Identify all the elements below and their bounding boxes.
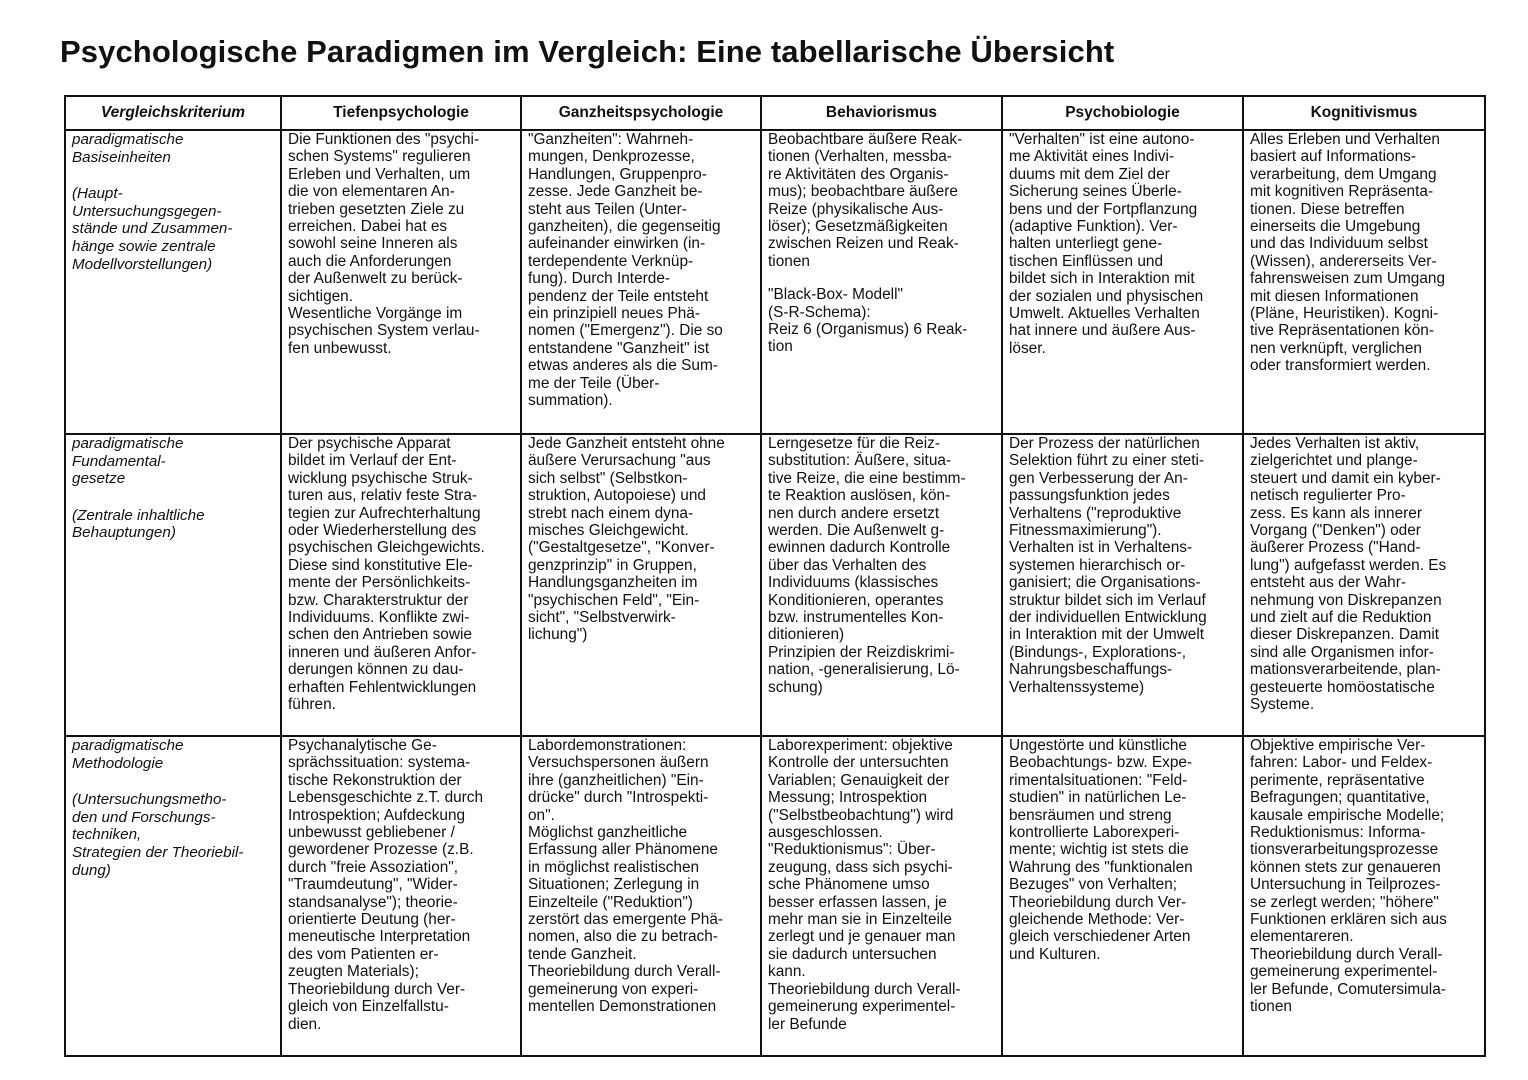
cell-text: "Ganzheiten": Wahrneh- mungen, Denkprozesse, Handlungen, Gruppenpro- zesse. Jede Ganzheit be- steht aus Teilen (Unter- ganzheiten), die gegenseitig aufeinander einwirken (in- terdependente Verknüp- fung). Durch Interde- pendenz der Teile entsteht ein prinzipiell neues Phä- nomen ("Emergenz"). Die so entstandene "Ganzheit" ist etwas anderes als die Sum- me der Teile (Über- summation). (528, 131, 723, 410)
cell-psychobiologie (1002, 736, 1243, 1056)
cell-kognitivismus (1243, 434, 1485, 736)
cell-ganzheitspsychologie (521, 434, 761, 736)
criterion-description: (Zentrale inhaltliche Behauptungen) (72, 506, 205, 542)
cell-text: Jedes Verhalten ist aktiv, zielgerichtet und plange- steuert und damit ein kyber- netisch regulierter Pro- zess. Es kann als innerer Vorgang ("Denken") oder äußerer Prozess ("Hand- lung") aufgefasst werden. Es entsteht aus der Wahr- nehmung von Diskrepanzen und zielt auf die Reduktion dieser Diskrepanzen. Damit sind alle Organismen infor- mationsverarbeitende, plan- gesteuerte homöostatische Systeme. (1250, 435, 1447, 714)
cell-text: Psychanalytische Ge- sprächssituation: systema- tische Rekonstruktion der Lebensgeschichte z.T. durch Introspektion; Aufdeckung unbewusst gebliebener / gewordener Prozesse (z.B. durch "freie Assoziation", "Traumdeutung", "Wider- standsanalyse"); theorie- orientierte Deutung (her- meneutische Interpretation des vom Patienten er- zeugten Materials); Theoriebildung durch Ver- gleich von Einzelfallstu- dien. (288, 737, 484, 1033)
cell-text: Ungestörte und künstliche Beobachtungs- bzw. Expe- rimentalsituationen: "Feld- studien" in natürlichen Le- bensräumen und streng kontrollierte Laborexperi- mente; wichtig ist stets die Wahrung des "funktionalen Bezuges" von Verhalten; Theoriebildung durch Ver- gleichende Methode: Ver- gleich verschiedener Arten und Kulturen. (1009, 737, 1193, 963)
cell-text: Alles Erleben und Verhalten basiert auf Informations- verarbeitung, dem Umgang mit kognitiven Repräsenta- tionen. Diese betreffen einerseits die Umgebung und das Individuum selbst (Wissen), andererseits Ver- fahrensweisen zum Umgang mit diesen Informationen (Pläne, Heuristiken). Kogni- tive Repräsentationen kön- nen verknüpft, verglichen oder transformiert werden. (1250, 131, 1446, 375)
criterion-cell (65, 130, 281, 434)
header-behaviorismus: Behaviorismus (761, 96, 1002, 130)
criterion-label: paradigmatische Basiseinheiten (72, 131, 184, 166)
cell-ganzheitspsychologie (521, 736, 761, 1056)
cell-behaviorismus (761, 130, 1002, 434)
cell-text: Der psychische Apparat bildet im Verlauf der Ent- wicklung psychische Struk- turen aus, relativ feste Stra- tegien zur Aufrechterhaltung oder Wiederherstellung des psychischen Gleichgewichts. Diese sind konstitutive Ele- mente der Persönlichkeits- bzw. Charakterstruktur der Individuums. Konflikte zwi- schen den Antrieben sowie inneren und äußeren Anfor- derungen können zu dau- erhaften Fehlentwicklungen führen. (288, 435, 485, 714)
cell-ganzheitspsychologie (521, 130, 761, 434)
row-fundamentalgesetze (65, 434, 1485, 736)
cell-text: Objektive empirische Ver- fahren: Labor- und Feldex- perimente, repräsentative Befragungen; quantitative, kausale empirische Modelle; Reduktionismus: Informa- tionsverarbeitungsprozesse können stets zur genaueren Untersuchung in Teilprozes- se zerlegt werden; "höhere" Funktionen erklären sich aus elementareren. Theoriebildung durch Verall- gemeinerung experimentel- ler Befunde, Comutersimula- tionen (1250, 737, 1447, 1016)
cell-behaviorismus (761, 434, 1002, 736)
cell-kognitivismus (1243, 736, 1485, 1056)
criterion-description: (Untersuchungsmetho- den und Forschungs- techniken, Strategien der Theoriebil- dung) (72, 791, 244, 879)
criterion-label: paradigmatische Methodologie (72, 737, 184, 772)
cell-psychobiologie (1002, 434, 1243, 736)
cell-behaviorismus (761, 736, 1002, 1056)
header-tiefenpsychologie: Tiefenpsychologie (281, 96, 521, 130)
header-criterion: Vergleichskriterium (65, 96, 281, 130)
criterion-label: paradigmatische Fundamental- gesetze (72, 435, 184, 488)
header-row (65, 96, 1485, 130)
cell-text: Beobachtbare äußere Reak- tionen (Verhalten, messba- re Aktivitäten des Organis- mus); beobachtbare äußere Reize (physikalische Aus- löser); Gesetzmäßigkeiten zwischen Reizen und Reak- tionen (768, 131, 963, 270)
cell-text: Jede Ganzheit entsteht ohne äußere Verursachung "aus sich selbst" (Selbstkon- struktion, Autopoiese) und strebt nach einem dyna- misches Gleichgewicht. ("Gestaltgesetze", "Konver- genzprinzip" in Gruppen, Handlungsganzheiten im "psychischen Feld", "Ein- sicht", "Selbstverwirk- lichung") (528, 435, 725, 644)
header-ganzheitspsychologie: Ganzheitspsychologie (521, 96, 761, 130)
cell-text: Der Prozess der natürlichen Selektion führt zu einer steti- gen Verbesserung der An- passungsfunktion jedes Verhaltens ("reproduktive Fitnessmaximierung"). Verhalten ist in Verhaltens- systemen hierarchisch or- ganisiert; die Organisations- struktur bildet sich im Verlauf der individuellen Entwicklung in Interaktion mit der Umwelt (Bindungs-, Explorations-, Nahrungsbeschaffungs- Verhaltenssysteme) (1009, 435, 1207, 696)
row-basiseinheiten (65, 130, 1485, 434)
cell-text: Die Funktionen des "psychi- schen Systems" regulieren Erleben und Verhalten, um die von elementaren An- trieben gesetzten Ziele zu erreichen. Dabei hat es sowohl seine Inneren als auch die Anforderungen der Außenwelt zu berück- sichtigen. Wesentliche Vorgänge im psychischen System verlau- fen unbewusst. (288, 131, 480, 357)
cell-tiefenpsychologie (281, 434, 521, 736)
header-psychobiologie: Psychobiologie (1002, 96, 1243, 130)
cell-text: Labordemonstrationen: Versuchspersonen äußern ihre (ganzheitlichen) "Ein- drücke" durch "Introspekti- on". Möglichst ganzheitliche Erfassung aller Phänomene in möglichst realistischen Situationen; Zerlegung in Einzelteile ("Reduktion") zerstört das emergente Phä- nomen, also die zu betrach- tende Ganzheit. Theoriebildung durch Verall- gemeinerung von experi- mentellen Demonstrationen (528, 737, 724, 1016)
cell-text: Laborexperiment: objektive Kontrolle der untersuchten Variablen; Genauigkeit der Messung; Introspektion ("Selbstbeobachtung") wird ausgeschlossen. "Reduktionismus": Über- zeugung, dass sich psychi- sche Phänomene umso besser erfassen lassen, je mehr man sie in Einzelteile zerlegt und je genauer man sie dadurch untersuchen kann. Theoriebildung durch Verall- gemeinerung experimentel- ler Befunde (768, 737, 961, 1033)
criterion-cell (65, 434, 281, 736)
page-title: Psychologische Paradigmen im Vergleich: Eine tabellarische Übersicht (60, 34, 1115, 69)
cell-psychobiologie (1002, 130, 1243, 434)
header-kognitivismus: Kognitivismus (1243, 96, 1485, 130)
cell-text: Lerngesetze für die Reiz- substitution: Äußere, situa- tive Reize, die eine bestimm- te Reaktion auslösen, kön- nen durch andere ersetzt werden. Die Außenwelt g- ewinnen dadurch Kontrolle über das Verhalten des Individuums (klassisches Konditionieren, operantes bzw. instrumentelles Kon- ditionieren) Prinzipien der Reizdiskrimi- nation, -generalisierung, Lö- schung) (768, 435, 966, 696)
cell-tiefenpsychologie (281, 736, 521, 1056)
criterion-cell (65, 736, 281, 1056)
cell-tiefenpsychologie (281, 130, 521, 434)
cell-text: "Black-Box- Modell" (S-R-Schema): Reiz 6 (Organismus) 6 Reak- tion (768, 286, 968, 356)
comparison-table (64, 95, 1486, 1057)
cell-kognitivismus (1243, 130, 1485, 434)
cell-text: "Verhalten" ist eine autono- me Aktivität eines Indivi- duums mit dem Ziel der Sicherung seines Überle- bens und der Fortpflanzung (adaptive Funktion). Ver- halten unterliegt gene- tischen Einflüssen und bildet sich in Interaktion mit der sozialen und physischen Umwelt. Aktuelles Verhalten hat innere und äußere Aus- löser. (1009, 131, 1204, 357)
criterion-description: (Haupt- Untersuchungsgegen- stände und Zusammen- hänge sowie zentrale Modellvorstellungen) (72, 185, 233, 273)
row-methodologie (65, 736, 1485, 1056)
